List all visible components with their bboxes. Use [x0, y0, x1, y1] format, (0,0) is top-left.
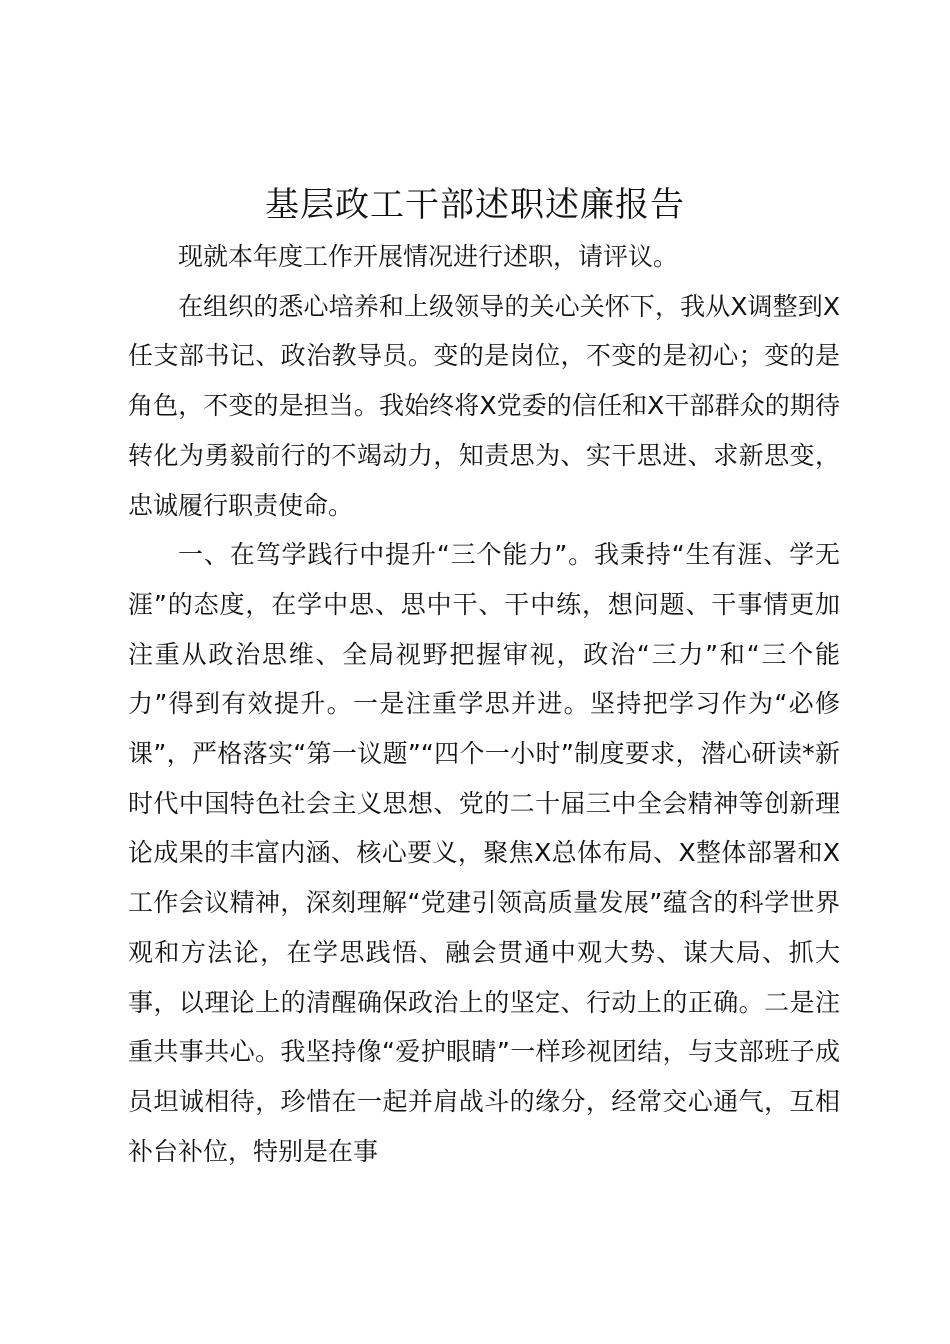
paragraph-section-one: 一、在笃学践行中提升“三个能力”。我秉持“生有涯、学无涯”的态度，在学中思、思中干、干中练，想问题、干事情更加注重从政治思维、全局视野把握审视，政治“三力”和“三个能力”得到有效提升。一是注重学思并进。坚持把学习作为“必修课”，严格落实“第一议题”“四个一小时”制度要求，潜心研读*新时代中国特色社会主义思想、党的二十届三中全会精神等创新理论成果的丰富内涵、核心要义，聚焦X总体布局、X整体部署和X工作会议精神，深刻理解“党建引领高质量发展”蕴含的科学世界观和方法论，在学思践悟、融会贯通中观大势、谋大局、抓大事，以理论上的清醒确保政治上的坚定、行动上的正确。二是注重共事共心。我坚持像“爱护眼睛”一样珍视团结，与支部班子成员坦诚相待，珍惜在一起并肩战斗的缘分，经常交心通气，互相补台补位，特别是在事 — [128, 540, 840, 1166]
paragraph-background: 在组织的悉心培养和上级领导的关心关怀下，我从X调整到X任支部书记、政治教导员。变的是岗位，不变的是初心；变的是角色，不变的是担当。我始终将X党委的信任和X干部群众的期待转化为勇毅前行的不竭动力，知责思为、实干思进、求新思变，忠诚履行职责使命。 — [128, 291, 840, 520]
document-title: 基层政工干部述职述廉报告 — [265, 185, 685, 225]
paragraph-intro: 现就本年度工作开展情况进行述职，请评议。 — [178, 242, 679, 271]
document-body — [128, 232, 840, 1176]
